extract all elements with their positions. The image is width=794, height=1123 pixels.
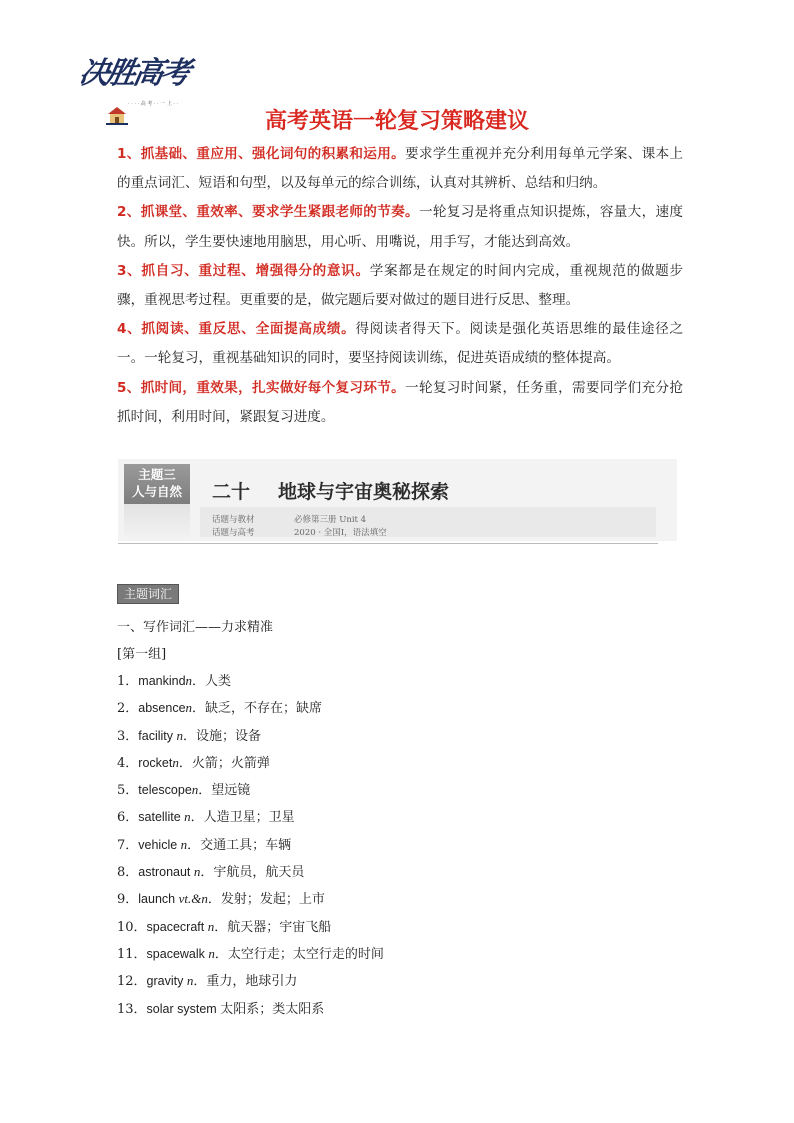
strategy-list [117,140,683,432]
strategy-body: 学案都是在规定的时间内完成，重视规范的做题步骤，重视思考过程。更重要的是，做完题后要对做过的题目进行反思、整理。 [117,262,683,309]
topic-meta-row [212,513,366,525]
vocab-num: 6． [117,810,139,826]
vocab-word: vehicle [138,837,181,852]
vocab-pos: n [172,754,179,770]
vocab-meaning: ．望远镜 [198,783,251,799]
logo-text: 决胜高考 [76,56,191,91]
vocab-meaning: ．人类 [192,674,232,689]
vocab-word: astronaut [138,865,194,880]
vocab-pos: n [180,836,188,852]
topic-meta-row [212,526,387,538]
vocab-num: 8． [117,865,139,881]
vocab-pos: n [185,673,193,688]
vocab-item [117,970,384,997]
vocab-num: 1． [117,674,139,689]
vocab-word: rocket [138,755,173,770]
vocab-meaning: ．设施；设备 [182,728,261,744]
topic-title [212,477,449,504]
vocab-item [117,779,384,806]
vocab-num: 13． [117,1001,147,1017]
vocab-word: launch [138,892,179,907]
vocab-item [117,888,384,915]
vocab-word: solar system [146,1001,221,1016]
vocab-meaning: ．火箭；火箭弹 [178,755,270,771]
vocab-item [117,861,384,888]
vocab-meaning: ．航天器；宇宙飞船 [214,919,332,935]
strategy-lead: 4、抓阅读、重反思、全面提高成绩。 [117,321,356,338]
vocab-meaning: ．缺乏，不存在；缺席 [192,701,323,717]
vocab-word: telescope [138,783,192,798]
vocab-item [117,943,384,970]
vocab-meaning: ．发射；发起；上市 [207,892,325,908]
logo-tagline: · · · · 高 考 · · 一 上 · · [128,101,179,107]
vocab-num: 3． [117,728,139,744]
strategy-item [117,198,683,256]
vocab-num: 11． [117,946,147,962]
vocab-item [117,697,384,724]
strategy-item [117,315,683,373]
vocab-pos: n [207,918,215,934]
meta-value: 必修第三册 Unit 4 [294,515,367,525]
vocab-item [117,806,384,833]
vocab-num: 7． [117,837,139,853]
vocab-word: spacecraft [146,919,208,934]
topic-badge-line2: 人与自然 [131,484,182,499]
vocab-meaning: ．人造卫星；卫星 [190,810,295,826]
topic-badge-line1: 主题三 [138,467,176,482]
meta-key: 话题与高考 [212,528,255,538]
vocab-word: absence [138,701,186,716]
vocab-word: mankind [138,674,186,688]
topic-badge [124,464,190,504]
page-title: 高考英语一轮复习策略建议 [264,109,529,134]
strategy-item [117,374,683,432]
vocab-meaning: ．宇航员，航天员 [200,865,305,881]
vocab-item [117,670,384,697]
vocab-heading: 一、写作词汇——力求精准 [117,620,274,635]
strategy-body: 要求学生重视并充分利用每单元学案、课本上的重点词汇、短语和句型，以及每单元的综合训练，认真对其辨析、总结和归纳。 [117,146,683,192]
vocab-num: 4． [117,755,139,771]
topic-number: 二十 [212,481,251,503]
section-tag: 主题词汇 [117,584,179,604]
strategy-item [117,257,683,315]
vocab-num: 2． [117,701,139,717]
vocab-item [117,752,384,779]
topic-name: 地球与宇宙奥秘探索 [278,481,450,503]
vocab-meaning: ．重力，地球引力 [193,974,298,990]
vocab-pos: n [193,864,201,880]
strategy-body: 一轮复习是将重点知识提炼，容量大，速度快。所以，学生要快速地用脑思，用心听、用嘴说，用手写，才能达到高效。 [117,204,684,250]
vocab-pos: n [191,782,199,798]
vocab-word: satellite [138,810,185,825]
vocab-item [117,725,384,752]
strategy-lead: 2、抓课堂、重效率、要求学生紧跟老师的节奏。 [117,204,419,221]
vocab-item [117,834,384,861]
topic-badge-shadow [124,504,190,540]
vocab-pos: n [208,945,215,961]
vocab-pos: n [176,727,183,743]
vocab-meaning: 太阳系；类太阳系 [220,1001,325,1017]
group-heading: [第一组] [117,647,167,662]
vocab-word: gravity [146,974,187,989]
vocab-num: 12． [117,974,147,990]
strategy-lead: 1、抓基础、重应用、强化词句的积累和运用。 [117,146,406,162]
strategy-body: 得阅读者得天下。阅读是强化英语思维的最佳途径之一。一轮复习，重视基础知识的同时，要坚持阅读训练，促进英语成绩的整体提高。 [117,321,684,367]
vocab-num: 9． [117,892,139,908]
vocab-list [117,670,384,1025]
vocab-word: facility [138,728,177,743]
meta-value: 2020 · 全国Ⅰ，语法填空 [294,528,387,538]
vocab-meaning: ．交通工具；车辆 [187,837,292,853]
meta-key: 话题与教材 [212,515,255,525]
strategy-item [117,140,683,198]
vocab-num: 5． [117,783,139,799]
vocab-num: 10． [117,919,147,935]
vocab-meaning: ．太空行走；太空行走的时间 [214,946,384,962]
vocab-word: spacewalk [146,946,209,961]
divider [118,543,658,544]
vocab-pos: n [185,700,193,716]
vocab-pos: vt.&n [178,891,208,907]
strategy-body: 一轮复习时间紧，任务重，需要同学们充分抢抓时间，利用时间，紧跟复习进度。 [117,379,683,425]
vocab-item [117,916,384,943]
vocab-item [117,998,384,1025]
vocab-pos: n [184,809,191,825]
strategy-lead: 3、抓自习、重过程、增强得分的意识。 [117,262,370,279]
vocab-pos: n [186,973,194,989]
strategy-lead: 5、抓时间，重效果，扎实做好每个复习环节。 [117,379,406,396]
